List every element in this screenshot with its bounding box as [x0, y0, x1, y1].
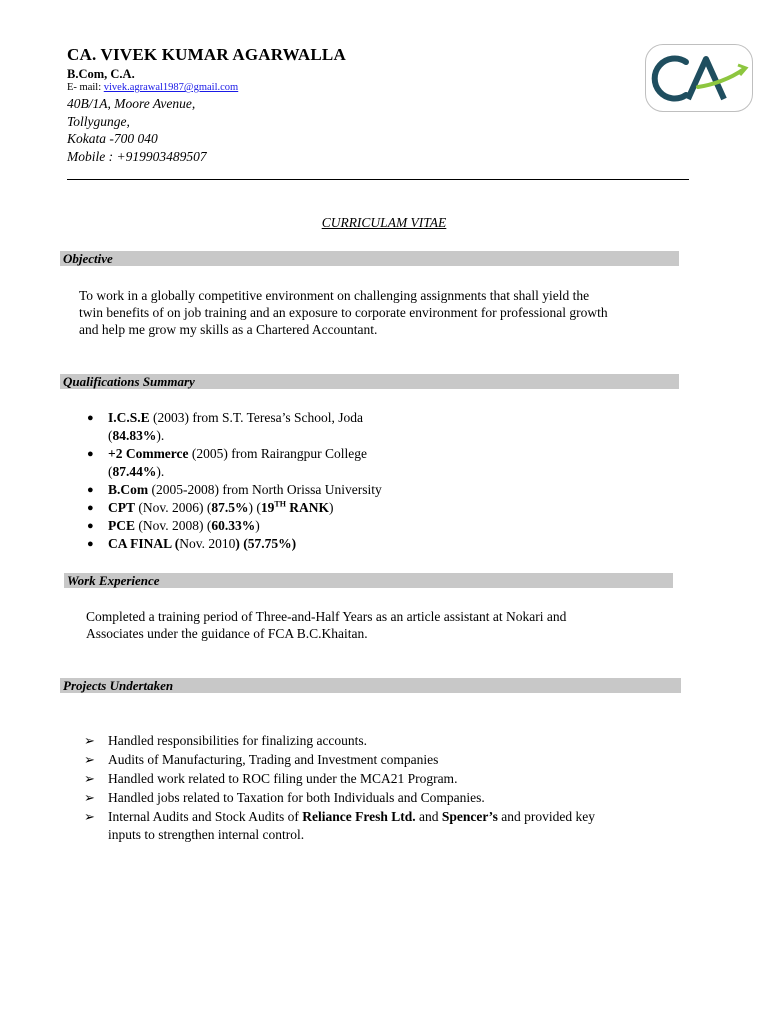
arrow-bullet-icon: ➢: [84, 752, 95, 767]
qual-paren: ) (: [248, 500, 261, 515]
list-item: [108, 463, 382, 481]
work-line: Completed a training period of Three-and-Half Years as an article assistant at Nokari and: [86, 609, 567, 624]
qualifications-heading: Qualifications Summary: [60, 374, 679, 389]
list-item: [108, 427, 382, 445]
bullet-icon: ●: [87, 538, 94, 550]
projects-list: [84, 731, 595, 843]
document-title: CURRICULAM VITAE: [321, 215, 447, 230]
client-name: Spencer’s: [441, 809, 498, 824]
list-item: [84, 807, 595, 826]
qual-paren: ).: [156, 428, 165, 443]
qual-detail: (Nov. 2006) (: [135, 500, 212, 515]
qual-percentage: ) (57.75%): [235, 536, 297, 551]
qual-name: I.C.S.E: [108, 410, 150, 425]
project-text: Handled responsibilities for finalizing accounts.: [108, 733, 368, 748]
qual-name: CA FINAL (: [108, 536, 180, 551]
qual-paren: (: [108, 464, 113, 479]
qual-paren: ): [255, 518, 260, 533]
qual-percentage: 60.33%: [211, 518, 256, 533]
qual-name: B.Com: [108, 482, 149, 497]
qual-name: CPT: [108, 500, 135, 515]
projects-heading: Projects Undertaken: [60, 678, 681, 693]
bullet-icon: ●: [87, 448, 94, 460]
project-text: Internal Audits and Stock Audits of: [108, 809, 303, 824]
work-experience-text: [86, 608, 566, 642]
objective-line: twin benefits of on job training and an exposure to corporate environment for professional growth: [79, 305, 608, 320]
rank-suffix: TH: [274, 499, 286, 509]
qual-name: +2 Commerce: [108, 446, 189, 461]
list-item: [84, 788, 595, 807]
email-line: [67, 82, 238, 93]
qual-rank: 19: [260, 500, 275, 515]
list-item: [84, 769, 595, 788]
address-line-3: Kokata -700 040: [67, 131, 158, 146]
project-text: and provided key: [497, 809, 595, 824]
rank-label: RANK: [285, 500, 330, 515]
work-experience-heading: Work Experience: [64, 573, 673, 588]
qual-paren: ): [329, 500, 334, 515]
qual-detail: Nov. 2010: [179, 536, 236, 551]
client-name: Reliance Fresh Ltd.: [302, 809, 416, 824]
arrow-bullet-icon: ➢: [84, 790, 95, 805]
qual-detail: (Nov. 2008) (: [135, 518, 212, 533]
work-line: Associates under the guidance of FCA B.C.Khaitan.: [86, 626, 368, 641]
candidate-name: CA. VIVEK KUMAR AGARWALLA: [67, 45, 346, 64]
mobile-number: Mobile : +919903489507: [67, 149, 207, 164]
bullet-icon: ●: [87, 520, 94, 532]
objective-heading: Objective: [60, 251, 679, 266]
list-item: [87, 409, 382, 427]
list-item: [87, 517, 382, 535]
qual-percentage: 87.44%: [112, 464, 157, 479]
list-item-continuation: [108, 826, 595, 843]
list-item: [87, 535, 382, 553]
degree: B.Com, C.A.: [67, 67, 135, 81]
qual-paren: ).: [156, 464, 165, 479]
objective-text: [79, 287, 608, 338]
bullet-icon: ●: [87, 484, 94, 496]
objective-line: and help me grow my skills as a Chartered Accountant.: [79, 322, 378, 337]
arrow-bullet-icon: ➢: [84, 771, 95, 786]
list-item: [87, 499, 382, 517]
qualifications-list: [87, 409, 382, 553]
bullet-icon: ●: [87, 502, 94, 514]
project-text: Audits of Manufacturing, Trading and Investment companies: [108, 752, 439, 767]
address-line-1: 40B/1A, Moore Avenue,: [67, 96, 196, 111]
qual-detail: (2005-2008) from North Orissa University: [148, 482, 382, 497]
project-text: and: [415, 809, 442, 824]
objective-line: To work in a globally competitive environment on challenging assignments that shall yield the: [79, 288, 590, 303]
project-text: Handled work related to ROC filing under the MCA21 Program.: [108, 771, 458, 786]
header-divider: [67, 179, 689, 180]
qual-detail: (2005) from Rairangpur College: [188, 446, 367, 461]
arrow-bullet-icon: ➢: [84, 809, 95, 824]
list-item: [84, 750, 595, 769]
qual-name: PCE: [108, 518, 135, 533]
project-text: inputs to strengthen internal control.: [108, 827, 305, 842]
arrow-bullet-icon: ➢: [84, 733, 95, 748]
qual-detail: (2003) from S.T. Teresa’s School, Joda: [149, 410, 364, 425]
bullet-icon: ●: [87, 412, 94, 424]
list-item: [87, 481, 382, 499]
list-item: [87, 445, 382, 463]
email-label: E- mail:: [67, 82, 104, 93]
qual-percentage: 84.83%: [112, 428, 157, 443]
project-text: Handled jobs related to Taxation for both Individuals and Companies.: [108, 790, 485, 805]
list-item: [84, 731, 595, 750]
qual-percentage: 87.5%: [211, 500, 249, 515]
ca-logo: [645, 44, 753, 112]
email-link[interactable]: vivek.agrawal1987@gmail.com: [103, 82, 239, 93]
address-line-2: Tollygunge,: [67, 114, 130, 129]
qual-paren: (: [108, 428, 113, 443]
ca-logo-graphic: [646, 45, 752, 111]
